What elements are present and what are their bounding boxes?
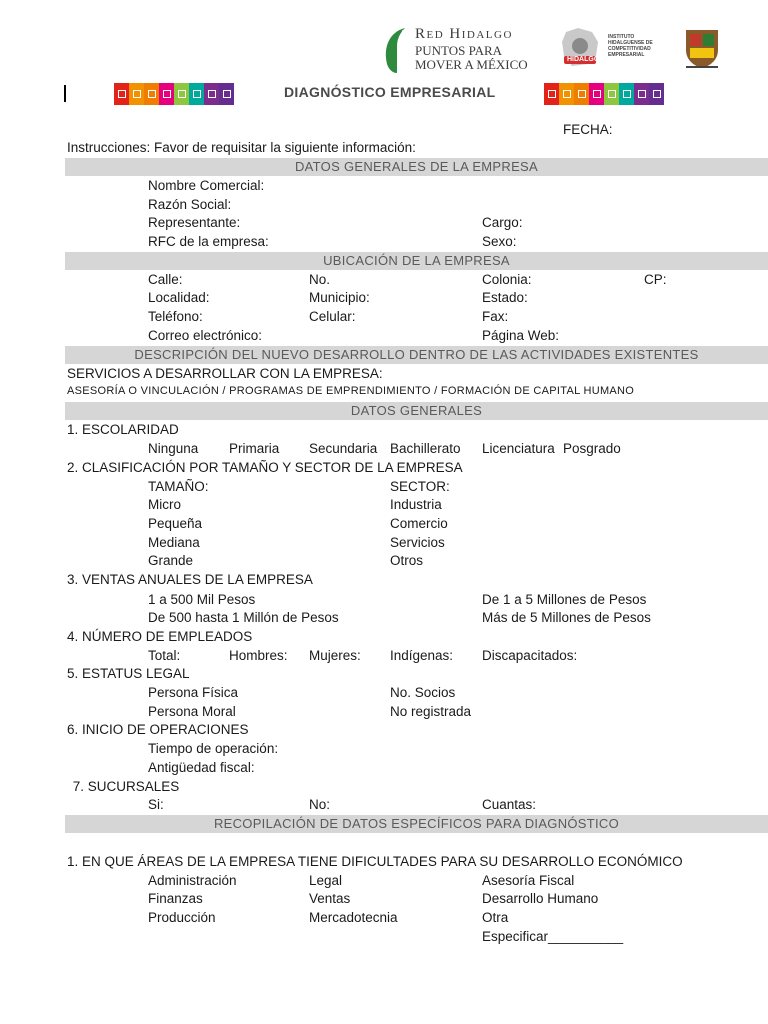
square-outline-icon: [638, 90, 646, 98]
sucursales-heading: 7. SUCURSALES: [69, 779, 180, 794]
section-title: DATOS GENERALES: [350, 403, 483, 418]
square-outline-icon: [148, 90, 156, 98]
sucursales-cuantas: Cuantas:: [482, 797, 537, 812]
clasificacion-heading: 2. CLASIFICACIÓN POR TAMAÑO Y SECTOR DE LA EMPRESA: [67, 460, 463, 475]
color-square: [204, 83, 219, 105]
tamano-pequena: Pequeña: [148, 516, 203, 531]
institute-logo: [558, 26, 676, 74]
empleados-discapacitados: Discapacitados:: [482, 648, 578, 663]
square-outline-icon: [563, 90, 571, 98]
estado-label: Estado:: [482, 290, 528, 305]
fecha-label: FECHA:: [563, 122, 613, 137]
leaf-icon: [383, 26, 413, 74]
area-mercadotecnia: Mercadotecnia: [309, 910, 398, 925]
square-outline-icon: [578, 90, 586, 98]
ventas-option-d: Más de 5 Millones de Pesos: [482, 610, 651, 625]
ventas-option-c: De 1 a 5 Millones de Pesos: [482, 592, 647, 607]
ventas-heading: 3. VENTAS ANUALES DE LA EMPRESA: [67, 572, 313, 587]
tiempo-operacion: Tiempo de operación:: [148, 741, 279, 756]
municipio-label: Municipio:: [309, 290, 370, 305]
color-square: [114, 83, 129, 105]
colonia-label: Colonia:: [482, 272, 532, 287]
institute-name: INSTITUTO HIDALGUENSE DE COMPETITIVIDAD EMPRESARIAL: [608, 34, 653, 58]
color-square: [559, 83, 574, 105]
square-outline-icon: [118, 90, 126, 98]
section-datos-generales: [65, 402, 768, 420]
fax-label: Fax:: [482, 309, 509, 324]
square-outline-icon: [178, 90, 186, 98]
correo-label: Correo electrónico:: [148, 328, 263, 343]
escolaridad-heading: 1. ESCOLARIDAD: [67, 422, 179, 437]
hidalgo-coat-of-arms: [682, 26, 722, 72]
color-square: [619, 83, 634, 105]
escolaridad-licenciatura: Licenciatura: [482, 441, 555, 456]
color-squares-right: [544, 83, 664, 105]
logo-line-2: PUNTOS PARA: [415, 43, 503, 58]
sector-servicios: Servicios: [390, 535, 445, 550]
color-square: [574, 83, 589, 105]
escolaridad-ninguna: Ninguna: [148, 441, 199, 456]
estatus-heading: 5. ESTATUS LEGAL: [67, 666, 190, 681]
section-title: DESCRIPCIÓN DEL NUEVO DESARROLLO DENTRO DE LAS ACTIVIDADES EXISTENTES: [134, 347, 699, 362]
square-outline-icon: [133, 90, 141, 98]
numero-label: No.: [309, 272, 331, 287]
square-outline-icon: [193, 90, 201, 98]
square-outline-icon: [223, 90, 231, 98]
area-produccion: Producción: [148, 910, 216, 925]
sector-otros: Otros: [390, 553, 424, 568]
nombre-comercial-label: Nombre Comercial:: [148, 178, 265, 193]
color-squares-left: [114, 83, 234, 105]
persona-fisica: Persona Física: [148, 685, 239, 700]
representante-label: Representante:: [148, 215, 241, 230]
section-title: DATOS GENERALES DE LA EMPRESA: [294, 159, 539, 174]
rfc-label: RFC de la empresa:: [148, 234, 269, 249]
celular-label: Celular:: [309, 309, 356, 324]
area-finanzas: Finanzas: [148, 891, 203, 906]
logo-line-1: Red Hidalgo: [415, 26, 513, 42]
ventas-option-a: 1 a 500 Mil Pesos: [148, 592, 256, 607]
escolaridad-primaria: Primaria: [229, 441, 280, 456]
color-square: [634, 83, 649, 105]
area-ventas: Ventas: [309, 891, 351, 906]
cp-label: CP:: [644, 272, 667, 287]
square-outline-icon: [163, 90, 171, 98]
square-outline-icon: [608, 90, 616, 98]
area-administracion: Administración: [148, 873, 237, 888]
logo-line-3: MOVER A MÉXICO: [415, 57, 528, 72]
ventas-option-b: De 500 hasta 1 Millón de Pesos: [148, 610, 339, 625]
square-outline-icon: [623, 90, 631, 98]
antiguedad-fiscal: Antigüedad fiscal:: [148, 760, 255, 775]
section-ubicacion: [65, 252, 768, 270]
text-cursor: [64, 85, 66, 102]
color-square: [144, 83, 159, 105]
empleados-heading: 4. NÚMERO DE EMPLEADOS: [67, 629, 253, 644]
section-recopilacion: [65, 815, 768, 833]
color-square: [129, 83, 144, 105]
tamano-micro: Micro: [148, 497, 181, 512]
color-square: [189, 83, 204, 105]
color-square: [174, 83, 189, 105]
escolaridad-posgrado: Posgrado: [563, 441, 621, 456]
hidalgo-map-icon: [558, 26, 604, 72]
form-title: DIAGNÓSTICO EMPRESARIAL: [284, 84, 496, 100]
persona-moral: Persona Moral: [148, 704, 236, 719]
tamano-mediana: Mediana: [148, 535, 200, 550]
inicio-heading: 6. INICIO DE OPERACIONES: [67, 722, 249, 737]
sucursales-no: No:: [309, 797, 331, 812]
color-square: [604, 83, 619, 105]
empleados-mujeres: Mujeres:: [309, 648, 361, 663]
escolaridad-bachillerato: Bachillerato: [390, 441, 461, 456]
areas-heading: 1. EN QUE ÁREAS DE LA EMPRESA TIENE DIFICULTADES PARA SU DESARROLLO ECONÓMICO: [67, 854, 683, 869]
sexo-label: Sexo:: [482, 234, 517, 249]
telefono-label: Teléfono:: [148, 309, 203, 324]
no-socios: No. Socios: [390, 685, 456, 700]
sucursales-si: Si:: [148, 797, 164, 812]
institute-tag: HIDALGO: [567, 56, 600, 63]
no-registrada: No registrada: [390, 704, 472, 719]
color-square: [159, 83, 174, 105]
escolaridad-secundaria: Secundaria: [309, 441, 378, 456]
square-outline-icon: [208, 90, 216, 98]
pagina-web-label: Página Web:: [482, 328, 560, 343]
area-legal: Legal: [309, 873, 343, 888]
empleados-indigenas: Indígenas:: [390, 648, 454, 663]
square-outline-icon: [653, 90, 661, 98]
section-title: RECOPILACIÓN DE DATOS ESPECÍFICOS PARA DIAGNÓSTICO: [213, 816, 620, 831]
servicios-options: ASESORÍA O VINCULACIÓN / PROGRAMAS DE EMPRENDIMIENTO / FORMACIÓN DE CAPITAL HUMANO: [67, 385, 635, 397]
razon-social-label: Razón Social:: [148, 197, 232, 212]
sector-industria: Industria: [390, 497, 442, 512]
area-otra: Otra: [482, 910, 509, 925]
color-square: [589, 83, 604, 105]
empleados-total: Total:: [148, 648, 181, 663]
sector-label: SECTOR:: [390, 479, 450, 494]
square-outline-icon: [548, 90, 556, 98]
coat-of-arms-icon: [682, 26, 722, 72]
localidad-label: Localidad:: [148, 290, 210, 305]
empleados-hombres: Hombres:: [229, 648, 288, 663]
area-asesoria-fiscal: Asesoría Fiscal: [482, 873, 575, 888]
red-hidalgo-logo: [383, 26, 543, 74]
section-title: UBICACIÓN DE LA EMPRESA: [323, 253, 510, 268]
section-datos-generales-empresa: [65, 158, 768, 176]
color-square: [219, 83, 234, 105]
sector-comercio: Comercio: [390, 516, 448, 531]
square-outline-icon: [593, 90, 601, 98]
section-descripcion: [65, 346, 768, 364]
area-especificar: Especificar__________: [482, 929, 624, 944]
tamano-label: TAMAÑO:: [148, 479, 209, 494]
area-desarrollo-humano: Desarrollo Humano: [482, 891, 599, 906]
color-square: [544, 83, 559, 105]
calle-label: Calle:: [148, 272, 183, 287]
cargo-label: Cargo:: [482, 215, 523, 230]
instructions: Instrucciones: Favor de requisitar la siguiente información:: [67, 140, 416, 155]
servicios-heading: SERVICIOS A DESARROLLAR CON LA EMPRESA:: [67, 366, 383, 381]
color-square: [649, 83, 664, 105]
tamano-grande: Grande: [148, 553, 194, 568]
